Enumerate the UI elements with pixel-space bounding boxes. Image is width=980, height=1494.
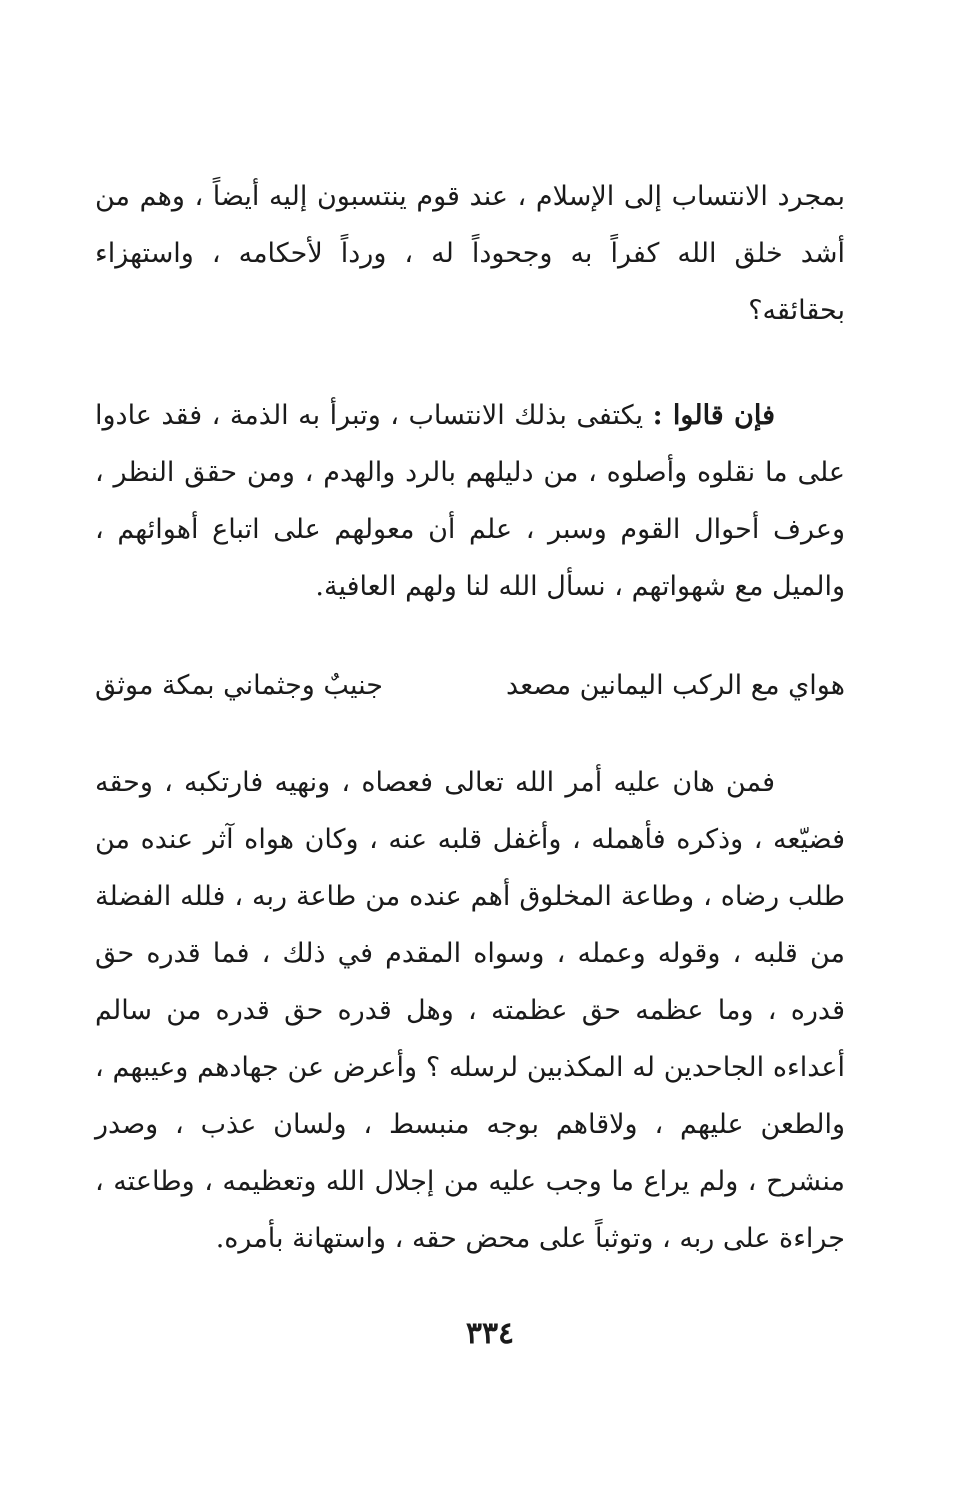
paragraph-2 [95,387,845,615]
spacer [95,339,845,387]
spacer [95,615,845,657]
verse-first-hemistich: هواي مع الركب اليمانين مصعد [506,670,845,701]
page-number: ٣٣٤ [465,1316,515,1351]
spacer [95,714,845,754]
paragraph-2-lead: فإن قالوا : [652,400,775,431]
poetry-verse [95,657,845,714]
paragraph-2-body: يكتفى بذلك الانتساب ، وتبرأ به الذمة ، فقد عادوا على ما نقلوه وأصلوه ، من دليلهم بالرد والهدم ، ومن حقق النظر ، وعرف أحوال القوم وسبر ، علم أن معولهم على اتباع أهوائهم ، والميل مع شهواتهم ، نسأل الله لنا ولهم العافية. [95,400,845,602]
verse-second-hemistich: جنيبٌ وجثماني بمكة موثق [95,670,383,701]
book-page [95,168,845,1267]
paragraph-1: بمجرد الانتساب إلى الإسلام ، عند قوم ينتسبون إليه أيضاً ، وهم من أشد خلق الله كفراً به وجحوداً له ، ورداً لأحكامه ، واستهزاء بحقائقه؟ [95,181,845,326]
paragraph-3: فمن هان عليه أمر الله تعالى فعصاه ، ونهيه فارتكبه ، وحقه فضيّعه ، وذكره فأهمله ، وأغفل قلبه عنه ، وكان هواه آثر عنده من طلب رضاه ، وطاعة المخلوق أهم عنده من طاعة ربه ، فلله الفضلة من قلبه ، وقوله وعمله ، وسواه المقدم في ذلك ، فما قدره حق قدره ، وما عظمه حق عظمته ، وهل قدره حق قدره من سالم أعداءه الجاحدين له المكذبين لرسله ؟ وأعرض عن جهادهم وعيبهم ، والطعن عليهم ، ولاقاهم بوجه منبسط ، ولسان عذب ، وصدر منشرح ، ولم يراع ما وجب عليه من إجلال الله وتعظيمه ، وطاعته ، جراءة على ربه ، وتوثباً على محض حقه ، واستهانة بأمره. [95,767,845,1254]
